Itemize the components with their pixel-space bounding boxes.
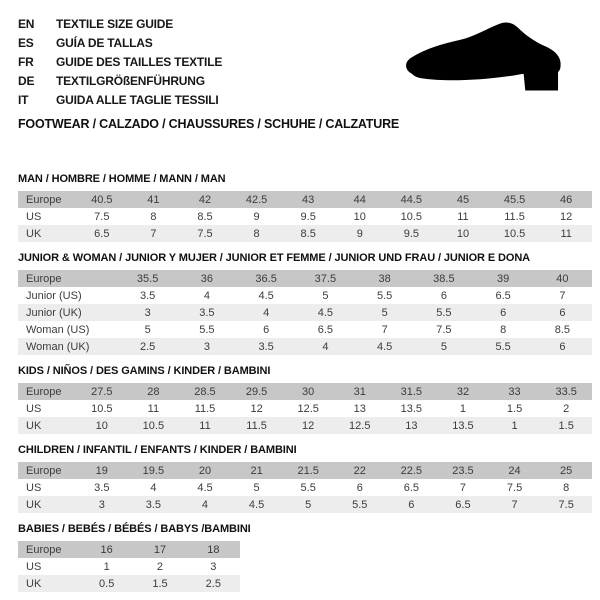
table-row bbox=[18, 462, 592, 479]
size-cell: 7 bbox=[559, 289, 566, 302]
size-cell: 7 bbox=[511, 498, 518, 511]
size-cell: 3 bbox=[144, 306, 151, 319]
size-cell: 44 bbox=[353, 193, 366, 206]
size-cell: 40.5 bbox=[91, 193, 113, 206]
table-row bbox=[18, 417, 592, 434]
size-cell: 13.5 bbox=[400, 402, 423, 415]
row-label: Junior (US) bbox=[26, 289, 82, 302]
size-cell: 21 bbox=[250, 464, 263, 477]
size-cell: 6.5 bbox=[455, 498, 471, 511]
size-cell: 7.5 bbox=[197, 227, 213, 240]
size-cell: 11 bbox=[199, 419, 211, 432]
table-row bbox=[18, 541, 240, 558]
table-row bbox=[18, 400, 592, 417]
size-cell: 10.5 bbox=[503, 227, 526, 240]
size-cell: 6 bbox=[500, 306, 507, 319]
size-cell: 5.5 bbox=[199, 323, 215, 336]
size-cell: 36.5 bbox=[255, 272, 277, 285]
size-cell: 11.5 bbox=[194, 402, 216, 415]
size-cell: 4 bbox=[263, 306, 270, 319]
table-row bbox=[18, 338, 592, 355]
size-cell: 25 bbox=[560, 464, 573, 477]
size-cell: 28.5 bbox=[194, 385, 216, 398]
size-cell: 11 bbox=[147, 402, 160, 415]
size-cell: 31.5 bbox=[400, 385, 423, 398]
size-cell: 1.5 bbox=[558, 419, 574, 432]
size-cell: 7 bbox=[459, 481, 467, 494]
table-row bbox=[18, 558, 240, 575]
size-cell: 44.5 bbox=[400, 193, 423, 206]
language-label: GUIDE DES TAILLES TEXTILE bbox=[56, 55, 223, 69]
size-cell: 10 bbox=[456, 227, 470, 240]
size-cell: 13 bbox=[405, 419, 418, 432]
size-cell: 45 bbox=[456, 193, 470, 206]
size-cell: 22.5 bbox=[400, 464, 423, 477]
row-label: US bbox=[26, 481, 42, 494]
size-cell: 4.5 bbox=[317, 306, 334, 319]
table-row bbox=[18, 496, 592, 513]
size-cell: 6 bbox=[559, 340, 566, 353]
row-label: US bbox=[26, 402, 42, 415]
size-cell: 1 bbox=[511, 419, 518, 432]
size-cell: 2.5 bbox=[139, 340, 156, 353]
size-cell: 1.5 bbox=[506, 402, 523, 415]
table-row bbox=[18, 270, 592, 287]
row-label: UK bbox=[26, 577, 42, 590]
size-cell: 7.5 bbox=[558, 498, 574, 511]
size-cell: 40 bbox=[556, 272, 569, 285]
size-cell: 20 bbox=[198, 464, 212, 477]
language-label: GUÍA DE TALLAS bbox=[56, 36, 153, 50]
size-cell: 3 bbox=[203, 340, 210, 353]
section-man bbox=[18, 173, 592, 242]
size-cell: 11.5 bbox=[504, 210, 525, 223]
size-cell: 4.5 bbox=[197, 481, 213, 494]
size-cell: 6.5 bbox=[317, 323, 334, 336]
section-babies bbox=[18, 523, 592, 592]
size-cell: 8 bbox=[150, 210, 157, 223]
size-cell: 31 bbox=[353, 385, 366, 398]
table-title: KIDS / NIÑOS / DES GAMINS / KINDER / BAMBINI bbox=[18, 365, 271, 377]
size-cell: 11 bbox=[560, 227, 572, 240]
size-cell: 1.5 bbox=[152, 577, 168, 590]
table-row bbox=[18, 479, 592, 496]
size-cell: 36 bbox=[200, 272, 213, 285]
size-cell: 13 bbox=[353, 402, 366, 415]
size-cell: 8.5 bbox=[554, 323, 571, 336]
size-cell: 9 bbox=[253, 210, 260, 223]
size-cell: 5.5 bbox=[376, 289, 393, 302]
size-cell: 5.5 bbox=[352, 498, 368, 511]
size-cell: 45.5 bbox=[503, 193, 526, 206]
size-cell: 8 bbox=[563, 481, 570, 494]
size-cell: 24 bbox=[508, 464, 521, 477]
shoe-icon bbox=[394, 20, 586, 104]
size-cell: 4.5 bbox=[258, 289, 274, 302]
size-table-man bbox=[18, 191, 592, 242]
row-label: UK bbox=[26, 498, 42, 511]
size-cell: 3.5 bbox=[94, 481, 110, 494]
table-row bbox=[18, 191, 592, 208]
size-cell: 1 bbox=[459, 402, 467, 415]
size-cell: 6.5 bbox=[495, 289, 511, 302]
size-cell: 5 bbox=[440, 340, 447, 353]
table-row bbox=[18, 287, 592, 304]
size-cell: 22 bbox=[353, 464, 366, 477]
size-cell: 4 bbox=[203, 289, 210, 302]
size-cell: 33 bbox=[508, 385, 521, 398]
size-cell: 9 bbox=[356, 227, 363, 240]
row-label: Woman (US) bbox=[26, 323, 90, 336]
size-cell: 29.5 bbox=[245, 385, 268, 398]
table-row bbox=[18, 208, 592, 225]
size-cell: 2.5 bbox=[205, 577, 221, 590]
size-cell: 37.5 bbox=[314, 272, 337, 285]
size-cell: 19.5 bbox=[142, 464, 165, 477]
size-cell: 23.5 bbox=[452, 464, 474, 477]
size-cell: 12 bbox=[302, 419, 315, 432]
size-cell: 8 bbox=[500, 323, 507, 336]
row-label: UK bbox=[26, 419, 42, 432]
size-cell: 8.5 bbox=[300, 227, 316, 240]
size-cell: 3 bbox=[98, 498, 105, 511]
size-cell: 30 bbox=[302, 385, 315, 398]
row-label: Europe bbox=[26, 464, 62, 477]
size-cell: 32 bbox=[456, 385, 470, 398]
size-cell: 8.5 bbox=[197, 210, 213, 223]
size-cell: 5.5 bbox=[300, 481, 316, 494]
size-cell: 10 bbox=[353, 210, 366, 223]
size-cell: 11.5 bbox=[246, 419, 267, 432]
language-code: IT bbox=[18, 93, 29, 107]
language-code: ES bbox=[18, 36, 34, 50]
size-cell: 19 bbox=[95, 464, 108, 477]
row-label: US bbox=[26, 560, 42, 573]
size-cell: 2 bbox=[563, 402, 570, 415]
row-label: Europe bbox=[26, 272, 62, 285]
size-cell: 0.5 bbox=[99, 577, 115, 590]
language-label: GUIDA ALLE TAGLIE TESSILI bbox=[56, 93, 219, 107]
size-cell: 5.5 bbox=[495, 340, 511, 353]
size-cell: 6 bbox=[408, 498, 415, 511]
size-cell: 13.5 bbox=[452, 419, 474, 432]
table-row bbox=[18, 321, 592, 338]
size-cell: 35.5 bbox=[136, 272, 159, 285]
size-table-junior-woman bbox=[18, 270, 592, 355]
section-children bbox=[18, 444, 592, 513]
size-cell: 7.5 bbox=[436, 323, 452, 336]
size-cell: 9.5 bbox=[403, 227, 419, 240]
table-title: CHILDREN / INFANTIL / ENFANTS / KINDER / BAMBINI bbox=[18, 444, 297, 456]
table-row bbox=[18, 225, 592, 242]
size-cell: 10.5 bbox=[400, 210, 423, 223]
size-cell: 4.5 bbox=[376, 340, 393, 353]
size-cell: 5 bbox=[144, 323, 151, 336]
size-cell: 33.5 bbox=[555, 385, 577, 398]
size-cell: 10.5 bbox=[142, 419, 165, 432]
size-cell: 6 bbox=[559, 306, 566, 319]
size-cell: 46 bbox=[560, 193, 573, 206]
table-row bbox=[18, 304, 592, 321]
size-cell: 4.5 bbox=[248, 498, 265, 511]
size-table-babies bbox=[18, 541, 240, 592]
size-cell: 17 bbox=[153, 543, 167, 556]
size-cell: 38.5 bbox=[433, 272, 455, 285]
size-cell: 5 bbox=[322, 289, 329, 302]
size-cell: 6.5 bbox=[403, 481, 419, 494]
size-cell: 1 bbox=[103, 560, 110, 573]
row-label: Junior (UK) bbox=[26, 306, 82, 319]
size-cell: 3.5 bbox=[258, 340, 274, 353]
size-cell: 16 bbox=[100, 543, 113, 556]
category-heading: FOOTWEAR / CALZADO / CHAUSSURES / SCHUHE / CALZATURE bbox=[18, 117, 400, 131]
size-cell: 27.5 bbox=[91, 385, 113, 398]
size-cell: 4 bbox=[201, 498, 209, 511]
size-table-kids bbox=[18, 383, 592, 434]
size-cell: 5 bbox=[381, 306, 388, 319]
size-cell: 5.5 bbox=[436, 306, 452, 319]
size-cell: 3 bbox=[210, 560, 217, 573]
size-cell: 4 bbox=[322, 340, 329, 353]
size-table-children bbox=[18, 462, 592, 513]
section-junior-woman bbox=[18, 252, 592, 355]
language-label: TEXTILE SIZE GUIDE bbox=[56, 17, 174, 31]
size-cell: 7.5 bbox=[506, 481, 523, 494]
size-cell: 10 bbox=[95, 419, 108, 432]
language-code: EN bbox=[18, 17, 35, 31]
size-cell: 5 bbox=[253, 481, 260, 494]
size-cell: 12.5 bbox=[297, 402, 319, 415]
section-kids bbox=[18, 365, 592, 434]
size-cell: 6 bbox=[263, 323, 270, 336]
size-cell: 3.5 bbox=[145, 498, 162, 511]
size-cell: 41 bbox=[147, 193, 160, 206]
size-cell: 3.5 bbox=[139, 289, 156, 302]
row-label: Europe bbox=[26, 385, 62, 398]
size-cell: 42 bbox=[198, 193, 212, 206]
language-code: DE bbox=[18, 74, 35, 88]
size-cell: 28 bbox=[147, 385, 160, 398]
size-cell: 38 bbox=[378, 272, 391, 285]
size-cell: 6 bbox=[356, 481, 363, 494]
size-cell: 7 bbox=[150, 227, 157, 240]
table-row bbox=[18, 575, 240, 592]
size-cell: 4 bbox=[150, 481, 157, 494]
language-label: TEXTILGRÖßENFÜHRUNG bbox=[56, 74, 205, 88]
table-title: BABIES / BEBÉS / BÉBÉS / BABYS /BAMBINI bbox=[18, 523, 251, 535]
row-label: US bbox=[26, 210, 42, 223]
size-cell: 12.5 bbox=[349, 419, 371, 432]
size-cell: 12 bbox=[250, 402, 263, 415]
table-title: MAN / HOMBRE / HOMME / MANN / MAN bbox=[18, 173, 226, 185]
size-cell: 6.5 bbox=[94, 227, 110, 240]
row-label: Europe bbox=[26, 193, 62, 206]
row-label: Europe bbox=[26, 543, 62, 556]
size-cell: 10.5 bbox=[91, 402, 113, 415]
table-row bbox=[18, 383, 592, 400]
row-label: Woman (UK) bbox=[26, 340, 90, 353]
row-label: UK bbox=[26, 227, 42, 240]
size-cell: 11 bbox=[457, 210, 469, 223]
table-title: JUNIOR & WOMAN / JUNIOR Y MUJER / JUNIOR ET FEMME / JUNIOR UND FRAU / JUNIOR E DONA bbox=[18, 252, 531, 264]
size-cell: 43 bbox=[302, 193, 315, 206]
size-cell: 3.5 bbox=[199, 306, 215, 319]
size-cell: 5 bbox=[305, 498, 312, 511]
size-cell: 7 bbox=[381, 323, 388, 336]
size-cell: 7.5 bbox=[94, 210, 110, 223]
size-cell: 2 bbox=[156, 560, 164, 573]
language-code: FR bbox=[18, 55, 34, 69]
size-cell: 42.5 bbox=[245, 193, 268, 206]
size-cell: 8 bbox=[253, 227, 260, 240]
size-cell: 18 bbox=[207, 543, 220, 556]
size-cell: 6 bbox=[440, 289, 447, 302]
size-cell: 12 bbox=[560, 210, 573, 223]
size-cell: 9.5 bbox=[300, 210, 316, 223]
size-cell: 39 bbox=[497, 272, 510, 285]
size-cell: 21.5 bbox=[297, 464, 319, 477]
